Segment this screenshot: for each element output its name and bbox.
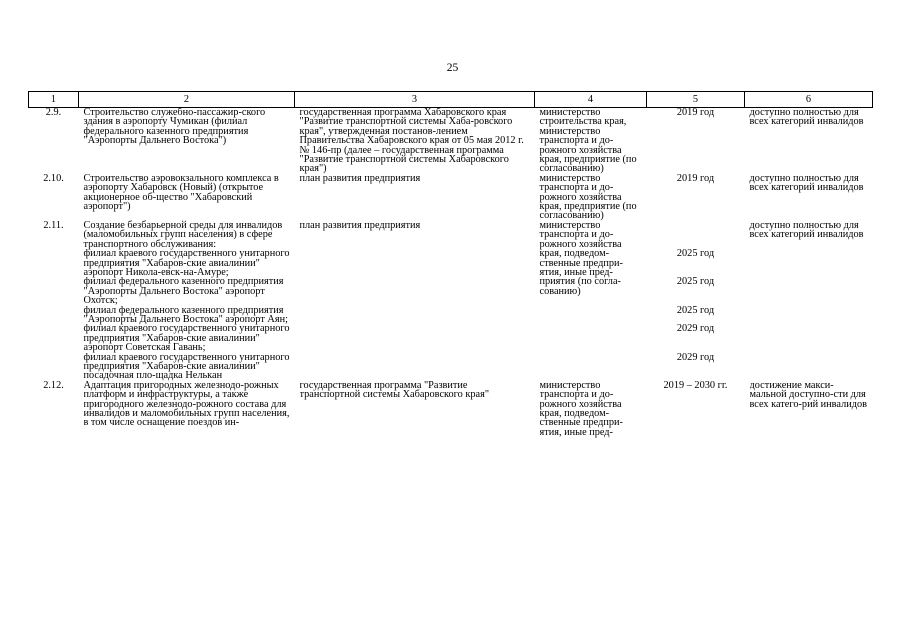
page-number: 25	[446, 62, 459, 74]
subitem-term: 2025 год	[676, 304, 715, 316]
measure-term: 2019 год	[676, 107, 715, 118]
subitem-title: филиал федерального казенного предприятия "Аэропорты Дальнего Востока" аэропорт Аян;	[83, 304, 288, 325]
subitem-title: филиал краевого государственного унитарного предприятия "Хабаров-ские авиалинии" посадочная пло-щадка Нелькан	[83, 351, 290, 382]
measure-result: доступно полностью для всех категорий инвалидов	[749, 172, 864, 194]
measure-result: доступно полностью для всех категорий инвалидов	[749, 107, 864, 128]
measures-table	[28, 91, 873, 446]
measure-result: достижение макси-мальной доступно-сти для всех катего-рий инвалидов	[749, 380, 867, 410]
row-number: 2.10.	[43, 172, 64, 184]
measure-executor: министерство транспорта и до-рожного хозяйства края, предприятие (по согласованию)	[539, 172, 637, 222]
table-row	[29, 108, 873, 174]
measure-executor: министерство строительства края, министерство транспорта и до-рожного хозяйства края, предприятие (по согласованию)	[539, 107, 637, 175]
table-row	[29, 174, 873, 221]
column-header-measure: 2	[79, 92, 295, 108]
subitem-title: филиал краевого государственного унитарного предприятия "Хабаров-ские авиалинии" аэропорт Советская Гавань;	[83, 323, 290, 354]
column-header-executor: 4	[535, 92, 647, 108]
measure-title: Строительство аэровокзального комплекса в аэропорту Хабаровск (Новый) (открытое акционерное об-щество "Хабаровский аэропорт")	[83, 172, 279, 213]
measure-result: доступно полностью для всех категорий инвалидов	[749, 219, 864, 241]
measure-basis: государственная программа "Развитие транспортной системы Хабаровского края"	[299, 380, 490, 401]
row-number: 2.12.	[43, 379, 64, 391]
column-header-term: 5	[647, 92, 745, 108]
subitem-term: 2025 год	[676, 276, 715, 288]
table-row	[29, 381, 873, 446]
measure-basis: план развития предприятия	[299, 219, 421, 231]
column-header-number: 1	[29, 92, 79, 108]
subitem-term: 2029 год	[676, 323, 715, 335]
subitem-title: филиал краевого государственного унитарного предприятия "Хабаров-ские авиалинии" аэропорт Никола-евск-на-Амуре;	[83, 248, 290, 278]
row-number: 2.9.	[45, 107, 62, 118]
measure-term	[647, 221, 745, 249]
measure-title: Создание безбарьерной среды для инвалидов (маломобильных групп населения) в сфере транспортного обслуживания:	[83, 219, 283, 250]
measure-executor: министерство транспорта и до-рожного хозяйства края, подведом-ственные предпри-ятия, иные пред-	[539, 380, 623, 438]
table-row	[29, 221, 873, 249]
measure-term: 2019 год	[676, 172, 715, 184]
table-header-row	[29, 92, 873, 108]
column-header-result: 6	[745, 92, 873, 108]
measure-basis: план развития предприятия	[299, 172, 421, 184]
measure-executor: министерство транспорта и до-рожного хозяйства края, подведом-ственные предпри-ятия, иные пред-приятия (по согла-сованию)	[539, 219, 623, 297]
measure-title: Адаптация пригородных железнодо-рожных платформ и инфраструктуры, а также пригородного железнодо-рожного состава для инвалидов и маломобильных групп населения, в том числе оснащение поездов ин-	[83, 380, 290, 429]
column-header-basis: 3	[295, 92, 535, 108]
subitem-term: 2025 год	[676, 248, 715, 260]
measure-title: Строительство служебно-пассажир-ского здания в аэропорту Чумикан (филиал федерального казенного предприятия "Аэропорты Дальнего Востока")	[83, 107, 266, 147]
row-number: 2.11.	[43, 219, 64, 231]
measure-term: 2019 – 2030 гг.	[663, 380, 728, 391]
subitem-term: 2029 год	[676, 351, 715, 363]
subitem-title: филиал федерального казенного предприятия "Аэропорты Дальнего Востока" аэропорт Охотск;	[83, 276, 284, 307]
measure-basis: государственная программа Хабаровского края "Развитие транспортной системы Хаба-ровского края", утвержденная постанов-лением Правительства Хабаровского края от 05 мая 2012 г. № 146-пр (далее – государственная программа "Развитие транспортной системы Хабаровского края")	[299, 107, 524, 175]
